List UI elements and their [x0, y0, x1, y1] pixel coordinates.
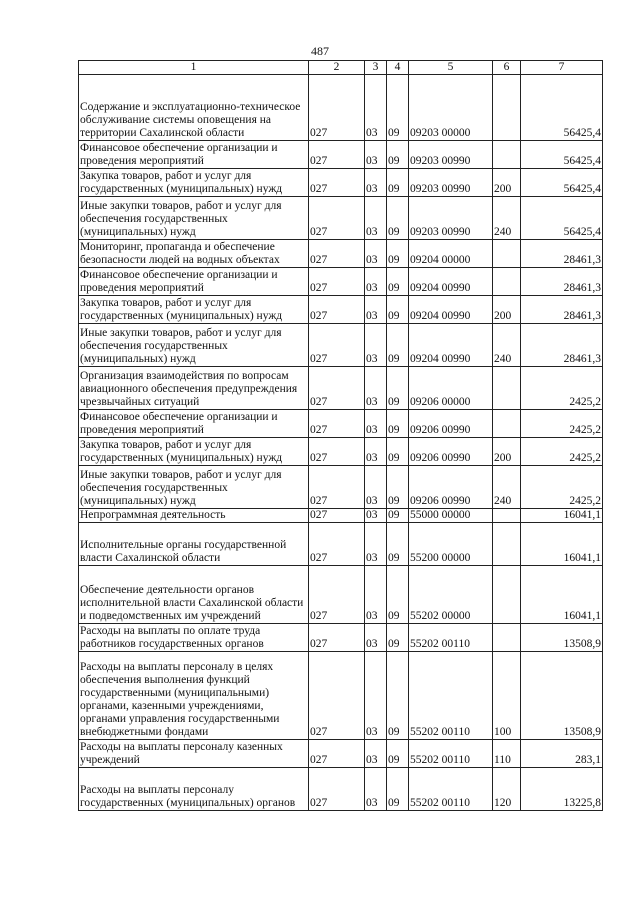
- table-row: [79, 197, 603, 240]
- amount-cell: 13508,9: [521, 624, 603, 652]
- budget-table: [78, 60, 603, 811]
- code-subsection-cell: 09: [387, 466, 409, 509]
- target-article-cell: 09206 00990: [409, 410, 493, 438]
- amount-cell: 56425,4: [521, 75, 603, 141]
- code-subsection-cell: 09: [387, 768, 409, 811]
- amount-cell: 28461,3: [521, 240, 603, 268]
- target-article-cell: 09206 00000: [409, 367, 493, 410]
- table-row: [79, 566, 603, 624]
- target-article-cell: 55202 00110: [409, 740, 493, 768]
- amount-cell: 2425,2: [521, 466, 603, 509]
- code-subsection-cell: 09: [387, 410, 409, 438]
- code-admin-cell: 027: [309, 740, 365, 768]
- column-header: 2: [309, 61, 365, 75]
- amount-cell: 16041,1: [521, 509, 603, 523]
- amount-cell: 2425,2: [521, 438, 603, 466]
- expense-type-cell: [493, 240, 521, 268]
- code-subsection-cell: 09: [387, 509, 409, 523]
- amount-cell: 56425,4: [521, 169, 603, 197]
- code-admin-cell: 027: [309, 509, 365, 523]
- expense-type-cell: [493, 509, 521, 523]
- expense-type-cell: 100: [493, 652, 521, 740]
- amount-cell: 28461,3: [521, 268, 603, 296]
- code-subsection-cell: 09: [387, 169, 409, 197]
- column-header: 5: [409, 61, 493, 75]
- code-admin-cell: 027: [309, 197, 365, 240]
- row-name-cell: Расходы на выплаты персоналу в целях обеспечения выполнения функций государственными (муниципальными) органами, казенными учреждениями, органами управления государственными внебюджетными фондами: [79, 652, 309, 740]
- expense-type-cell: [493, 523, 521, 566]
- table-row: [79, 296, 603, 324]
- code-admin-cell: 027: [309, 296, 365, 324]
- header-row: [79, 61, 603, 75]
- code-admin-cell: 027: [309, 523, 365, 566]
- code-section-cell: 03: [365, 768, 387, 811]
- code-admin-cell: 027: [309, 652, 365, 740]
- code-section-cell: 03: [365, 141, 387, 169]
- code-admin-cell: 027: [309, 438, 365, 466]
- code-section-cell: 03: [365, 438, 387, 466]
- code-admin-cell: 027: [309, 268, 365, 296]
- amount-cell: 28461,3: [521, 296, 603, 324]
- row-name-cell: Финансовое обеспечение организации и проведения мероприятий: [79, 268, 309, 296]
- code-subsection-cell: 09: [387, 652, 409, 740]
- code-subsection-cell: 09: [387, 296, 409, 324]
- expense-type-cell: 240: [493, 197, 521, 240]
- code-admin-cell: 027: [309, 367, 365, 410]
- table-row: [79, 75, 603, 141]
- row-name-cell: Финансовое обеспечение организации и проведения мероприятий: [79, 141, 309, 169]
- code-subsection-cell: 09: [387, 141, 409, 169]
- table-row: [79, 438, 603, 466]
- expense-type-cell: [493, 624, 521, 652]
- amount-cell: 56425,4: [521, 197, 603, 240]
- table-row: [79, 624, 603, 652]
- row-name-cell: Закупка товаров, работ и услуг для государственных (муниципальных) нужд: [79, 296, 309, 324]
- code-admin-cell: 027: [309, 169, 365, 197]
- amount-cell: 16041,1: [521, 566, 603, 624]
- target-article-cell: 09206 00990: [409, 438, 493, 466]
- target-article-cell: 09204 00990: [409, 268, 493, 296]
- code-section-cell: 03: [365, 509, 387, 523]
- code-section-cell: 03: [365, 652, 387, 740]
- row-name-cell: Мониторинг, пропаганда и обеспечение безопасности людей на водных объектах: [79, 240, 309, 268]
- target-article-cell: 09203 00990: [409, 197, 493, 240]
- target-article-cell: 55202 00110: [409, 624, 493, 652]
- code-subsection-cell: 09: [387, 75, 409, 141]
- amount-cell: 13508,9: [521, 652, 603, 740]
- column-header: 1: [79, 61, 309, 75]
- code-section-cell: 03: [365, 296, 387, 324]
- amount-cell: 2425,2: [521, 410, 603, 438]
- target-article-cell: 55202 00110: [409, 768, 493, 811]
- row-name-cell: Исполнительные органы государственной власти Сахалинской области: [79, 523, 309, 566]
- target-article-cell: 09204 00000: [409, 240, 493, 268]
- row-name-cell: Расходы на выплаты персоналу казенных учреждений: [79, 740, 309, 768]
- code-subsection-cell: 09: [387, 268, 409, 296]
- column-header: 7: [521, 61, 603, 75]
- code-section-cell: 03: [365, 197, 387, 240]
- code-section-cell: 03: [365, 466, 387, 509]
- table-row: [79, 652, 603, 740]
- code-section-cell: 03: [365, 169, 387, 197]
- table-row: [79, 509, 603, 523]
- expense-type-cell: [493, 141, 521, 169]
- amount-cell: 283,1: [521, 740, 603, 768]
- code-section-cell: 03: [365, 410, 387, 438]
- row-name-cell: Организация взаимодействия по вопросам авиационного обеспечения предупреждения чрезвычайных ситуаций: [79, 367, 309, 410]
- code-admin-cell: 027: [309, 566, 365, 624]
- row-name-cell: Закупка товаров, работ и услуг для государственных (муниципальных) нужд: [79, 438, 309, 466]
- code-section-cell: 03: [365, 240, 387, 268]
- code-admin-cell: 027: [309, 240, 365, 268]
- code-admin-cell: 027: [309, 141, 365, 169]
- target-article-cell: 09206 00990: [409, 466, 493, 509]
- code-subsection-cell: 09: [387, 240, 409, 268]
- target-article-cell: 09203 00990: [409, 141, 493, 169]
- code-section-cell: 03: [365, 75, 387, 141]
- code-subsection-cell: 09: [387, 740, 409, 768]
- expense-type-cell: 110: [493, 740, 521, 768]
- target-article-cell: 55202 00000: [409, 566, 493, 624]
- table-row: [79, 740, 603, 768]
- row-name-cell: Обеспечение деятельности органов исполнительной власти Сахалинской области и подведомственных им учреждений: [79, 566, 309, 624]
- table-row: [79, 410, 603, 438]
- row-name-cell: Иные закупки товаров, работ и услуг для обеспечения государственных (муниципальных) нужд: [79, 466, 309, 509]
- row-name-cell: Расходы на выплаты персоналу государственных (муниципальных) органов: [79, 768, 309, 811]
- code-admin-cell: 027: [309, 466, 365, 509]
- code-section-cell: 03: [365, 624, 387, 652]
- code-admin-cell: 027: [309, 324, 365, 367]
- target-article-cell: 09203 00990: [409, 169, 493, 197]
- column-header: 4: [387, 61, 409, 75]
- amount-cell: 2425,2: [521, 367, 603, 410]
- table-row: [79, 768, 603, 811]
- target-article-cell: 55202 00110: [409, 652, 493, 740]
- code-section-cell: 03: [365, 367, 387, 410]
- expense-type-cell: [493, 566, 521, 624]
- table-row: [79, 141, 603, 169]
- expense-type-cell: 240: [493, 466, 521, 509]
- expense-type-cell: [493, 75, 521, 141]
- expense-type-cell: [493, 367, 521, 410]
- target-article-cell: 09204 00990: [409, 324, 493, 367]
- code-admin-cell: 027: [309, 75, 365, 141]
- code-subsection-cell: 09: [387, 324, 409, 367]
- code-admin-cell: 027: [309, 624, 365, 652]
- code-section-cell: 03: [365, 268, 387, 296]
- code-section-cell: 03: [365, 523, 387, 566]
- expense-type-cell: [493, 268, 521, 296]
- table-row: [79, 523, 603, 566]
- expense-type-cell: 200: [493, 438, 521, 466]
- expense-type-cell: 120: [493, 768, 521, 811]
- amount-cell: 13225,8: [521, 768, 603, 811]
- code-subsection-cell: 09: [387, 367, 409, 410]
- table-row: [79, 268, 603, 296]
- target-article-cell: 09203 00000: [409, 75, 493, 141]
- row-name-cell: Расходы на выплаты по оплате труда работников государственных органов: [79, 624, 309, 652]
- code-section-cell: 03: [365, 324, 387, 367]
- amount-cell: 28461,3: [521, 324, 603, 367]
- code-subsection-cell: 09: [387, 197, 409, 240]
- table-row: [79, 169, 603, 197]
- table-row: [79, 324, 603, 367]
- code-subsection-cell: 09: [387, 523, 409, 566]
- expense-type-cell: 240: [493, 324, 521, 367]
- expense-type-cell: [493, 410, 521, 438]
- amount-cell: 16041,1: [521, 523, 603, 566]
- table-row: [79, 367, 603, 410]
- row-name-cell: Закупка товаров, работ и услуг для государственных (муниципальных) нужд: [79, 169, 309, 197]
- code-section-cell: 03: [365, 740, 387, 768]
- code-admin-cell: 027: [309, 768, 365, 811]
- row-name-cell: Финансовое обеспечение организации и проведения мероприятий: [79, 410, 309, 438]
- code-subsection-cell: 09: [387, 624, 409, 652]
- table-row: [79, 466, 603, 509]
- target-article-cell: 09204 00990: [409, 296, 493, 324]
- target-article-cell: 55200 00000: [409, 523, 493, 566]
- code-section-cell: 03: [365, 566, 387, 624]
- code-subsection-cell: 09: [387, 438, 409, 466]
- code-admin-cell: 027: [309, 410, 365, 438]
- amount-cell: 56425,4: [521, 141, 603, 169]
- target-article-cell: 55000 00000: [409, 509, 493, 523]
- row-name-cell: Содержание и эксплуатационно-техническое обслуживание системы оповещения на территории Сахалинской области: [79, 75, 309, 141]
- page-number: 487: [311, 44, 329, 58]
- table-row: [79, 240, 603, 268]
- expense-type-cell: 200: [493, 296, 521, 324]
- expense-type-cell: 200: [493, 169, 521, 197]
- row-name-cell: Иные закупки товаров, работ и услуг для обеспечения государственных (муниципальных) нужд: [79, 197, 309, 240]
- column-header: 3: [365, 61, 387, 75]
- row-name-cell: Иные закупки товаров, работ и услуг для обеспечения государственных (муниципальных) нужд: [79, 324, 309, 367]
- column-header: 6: [493, 61, 521, 75]
- row-name-cell: Непрограммная деятельность: [79, 509, 309, 523]
- code-subsection-cell: 09: [387, 566, 409, 624]
